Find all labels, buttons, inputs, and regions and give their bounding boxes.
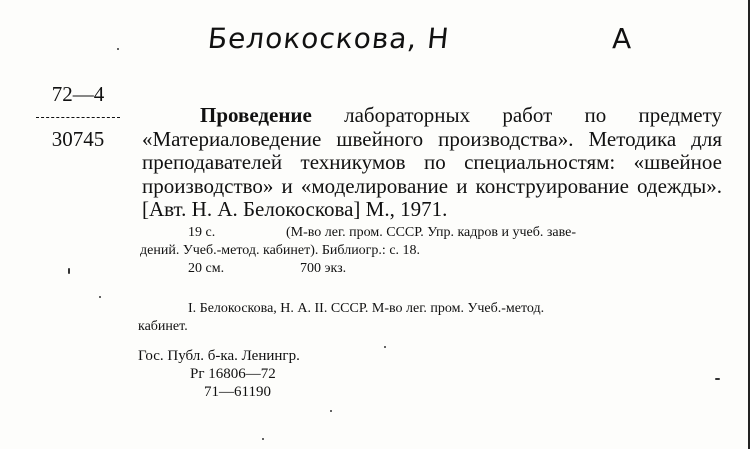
handwritten-author: Белокоскова, Н bbox=[206, 22, 452, 55]
speck bbox=[68, 268, 70, 274]
library-line-1: Гос. Публ. б-ка. Ленингр. bbox=[138, 348, 300, 364]
copies-note: 700 экз. bbox=[300, 261, 347, 276]
title-body: лабораторных работ по предмету «Материаловедение швейного производства». Методика для преподавателей техникумов по специальностям: «швейное производство» и «моделирование и конструирование одежды». bbox=[142, 103, 722, 198]
pages-note: 19 с. bbox=[188, 225, 216, 240]
speck bbox=[384, 346, 386, 348]
speck bbox=[330, 410, 332, 412]
publisher-note-2: дений. Учеб.-метод. кабинет). Библиогр.: с. 18. bbox=[140, 243, 421, 258]
imprint: М., 1971. bbox=[365, 197, 448, 221]
speck bbox=[262, 438, 264, 440]
author-statement: [Авт. Н. А. Белокоскова] bbox=[142, 197, 361, 221]
library-line-2: Рг 16806—72 bbox=[190, 366, 276, 382]
tracing-line-2: кабинет. bbox=[138, 319, 188, 334]
speck bbox=[715, 378, 720, 380]
tracing-line-1: I. Белокоскова, Н. А. II. СССР. М-во лег. пром. Учеб.-метод. bbox=[188, 301, 545, 316]
handwritten-letter: А bbox=[612, 22, 632, 55]
shelf-mark-top: 72—4 bbox=[51, 82, 105, 106]
library-line-3: 71—61190 bbox=[204, 384, 271, 400]
speck bbox=[99, 296, 101, 298]
title-lead-word: Проведение bbox=[200, 103, 312, 127]
shelf-mark-bottom: 30745 bbox=[51, 127, 105, 151]
size-note: 20 см. bbox=[188, 261, 225, 276]
speck bbox=[117, 48, 119, 50]
publisher-note-1: (М-во лег. пром. СССР. Упр. кадров и учеб. заве- bbox=[286, 225, 577, 240]
